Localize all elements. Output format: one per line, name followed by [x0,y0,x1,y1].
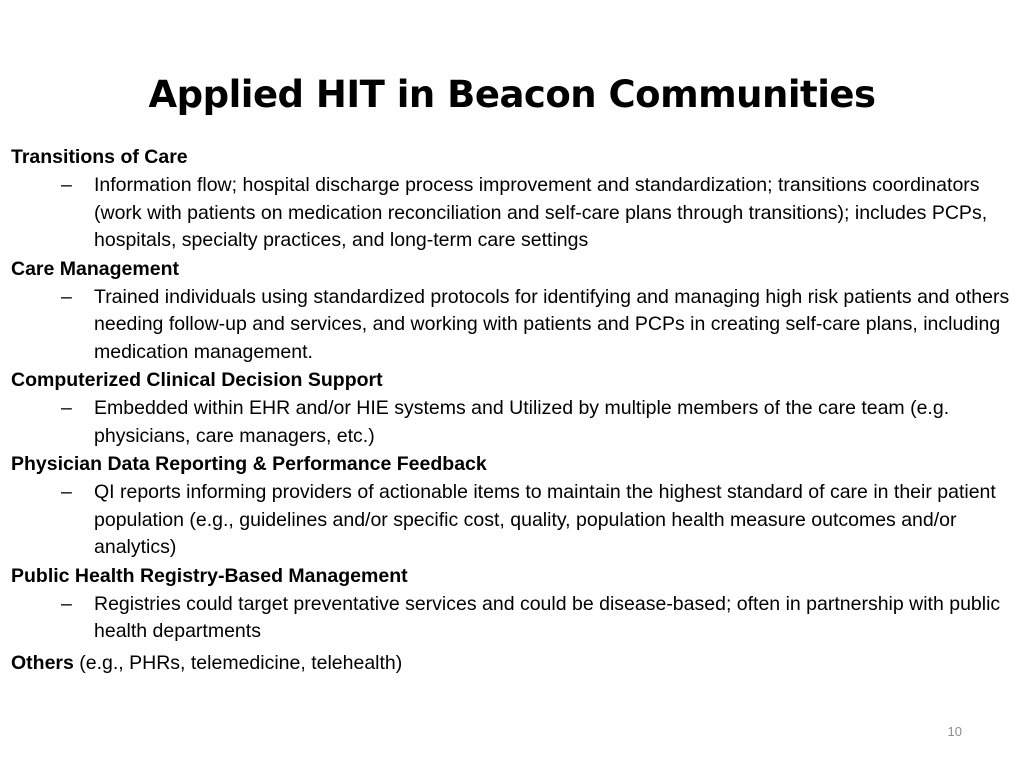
bullet-item [11,591,1016,646]
bullet-item [11,172,1016,255]
section-heading: Physician Data Reporting & Performance Feedback [11,453,487,475]
bullet-item [11,284,1016,367]
section-care-management [11,256,1016,367]
others-line [11,650,1016,677]
dash-bullet-icon: – [61,285,72,308]
dash-bullet-icon: – [61,397,72,419]
section-heading: Care Management [11,257,179,280]
section-physician-data-reporting [11,451,1016,562]
section-heading: Transitions of Care [11,146,188,168]
others-text: (e.g., PHRs, telemedicine, telehealth) [73,651,403,674]
bullet-text: Information flow; hospital discharge process improvement and standardization; transitions coordinators (work with patients on medication reconciliation and self-care plans through transitions); includes PCPs, hospitals, specialty practices, and long-term care settings [94,174,988,251]
bullet-text: QI reports informing providers of actionable items to maintain the highest standard of care in their patient population (e.g., guidelines and/or specific cost, quality, population health measure outcomes and/or analytics) [94,481,996,558]
section-heading: Public Health Registry-Based Management [11,564,408,587]
dash-bullet-icon: – [61,174,72,196]
bullet-text: Registries could target preventative services and could be disease-based; often in partnership with public health departments [94,592,1001,642]
bullet-text: Trained individuals using standardized protocols for identifying and managing high risk patients and others needing follow-up and services, and working with patients and PCPs in creating self-care plans, including medication management. [94,285,1010,363]
bullet-item [11,395,1016,450]
bullet-text: Embedded within EHR and/or HIE systems and Utilized by multiple members of the care team (e.g. physicians, care managers, etc.) [94,397,950,447]
bullet-item [11,479,1016,562]
slide-content [11,144,1016,677]
section-clinical-decision-support [11,367,1016,450]
section-heading: Computerized Clinical Decision Support [11,369,383,391]
section-public-health-registry [11,563,1016,646]
others-label: Others [11,651,74,674]
slide-title: Applied HIT in Beacon Communities [148,73,876,116]
dash-bullet-icon: – [61,592,72,615]
dash-bullet-icon: – [61,481,72,503]
slide-number: 10 [947,724,962,739]
section-transitions-of-care [11,144,1016,255]
